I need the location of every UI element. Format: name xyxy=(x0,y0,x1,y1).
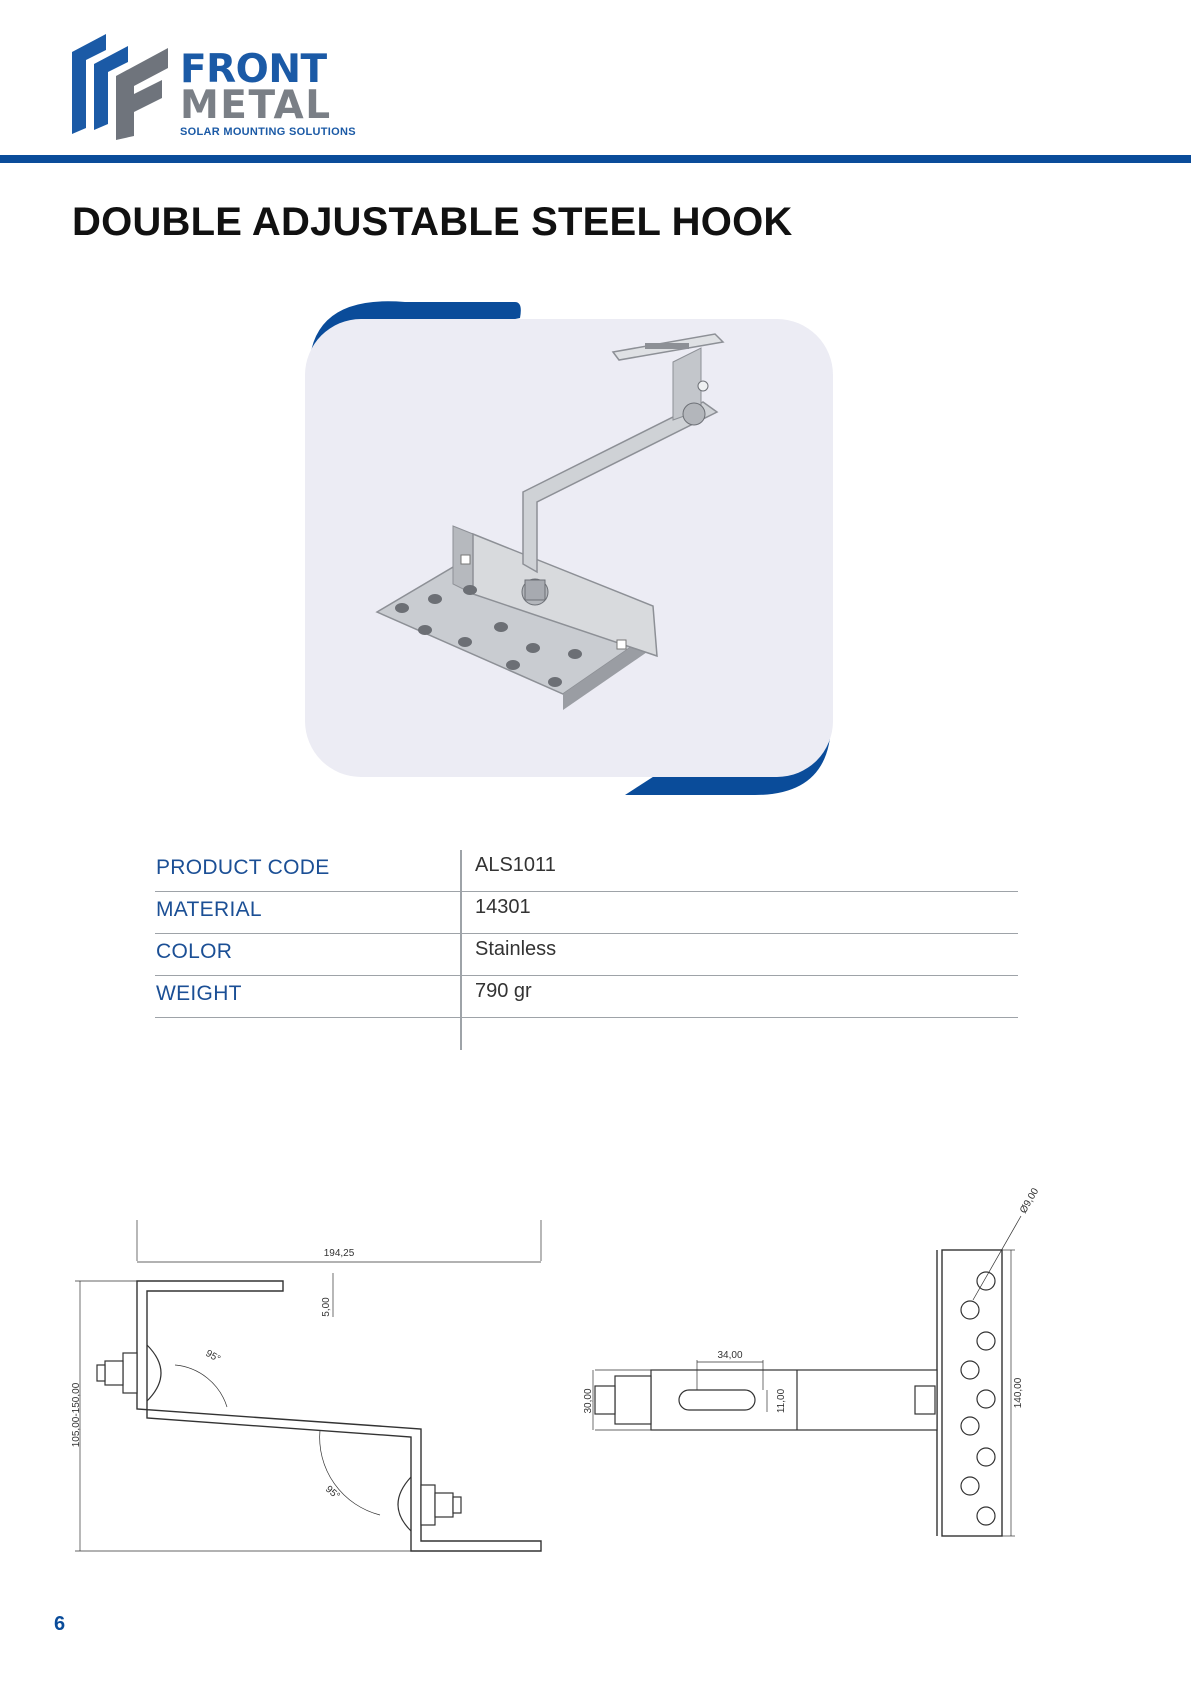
table-row-material xyxy=(155,892,1018,934)
spec-label: MATERIAL xyxy=(156,898,262,921)
front-metal-logo-icon xyxy=(72,32,174,140)
brand-tagline: SOLAR MOUNTING SOLUTIONS xyxy=(180,126,356,138)
table-row-color xyxy=(155,934,1018,976)
spec-label: PRODUCT CODE xyxy=(156,856,330,879)
brand-wordmark xyxy=(180,47,356,138)
page-number: 6 xyxy=(54,1613,66,1635)
dim-angle-bottom: 95° xyxy=(323,1483,342,1503)
dim-slot-width: 11,00 xyxy=(776,1388,787,1414)
page-title: DOUBLE ADJUSTABLE STEEL HOOK xyxy=(72,200,793,244)
spec-label: COLOR xyxy=(156,940,233,963)
header-rule xyxy=(0,155,1191,163)
table-row-weight xyxy=(155,976,1018,1018)
brand-line-front: FRONT xyxy=(180,47,327,92)
dim-slot-length: 34,00 xyxy=(717,1350,743,1361)
brand-line-metal: METAL xyxy=(180,83,332,128)
dim-thickness: 5,00 xyxy=(321,1297,332,1317)
top-view-drawing xyxy=(583,1186,1090,1560)
dim-length: 194,25 xyxy=(323,1248,355,1259)
dim-arm-width: 30,00 xyxy=(583,1388,594,1414)
page-header xyxy=(0,0,1191,165)
product-photo xyxy=(305,302,835,795)
spec-value: 790 gr xyxy=(475,980,532,1002)
side-view-drawing xyxy=(65,1215,555,1560)
table-row-product-code xyxy=(155,850,1018,892)
dim-height: 105,00-150,00 xyxy=(71,1382,82,1448)
dim-angle-top: 95° xyxy=(203,1348,223,1366)
spec-value: ALS1011 xyxy=(475,854,556,876)
spec-table xyxy=(155,850,1018,1018)
dim-base-length: 140,00 xyxy=(1013,1377,1024,1409)
spec-label: WEIGHT xyxy=(156,982,242,1005)
spec-value: 14301 xyxy=(475,896,531,918)
dim-hole-diameter: Ø9,00 xyxy=(1018,1186,1042,1216)
spec-value: Stainless xyxy=(475,938,557,960)
